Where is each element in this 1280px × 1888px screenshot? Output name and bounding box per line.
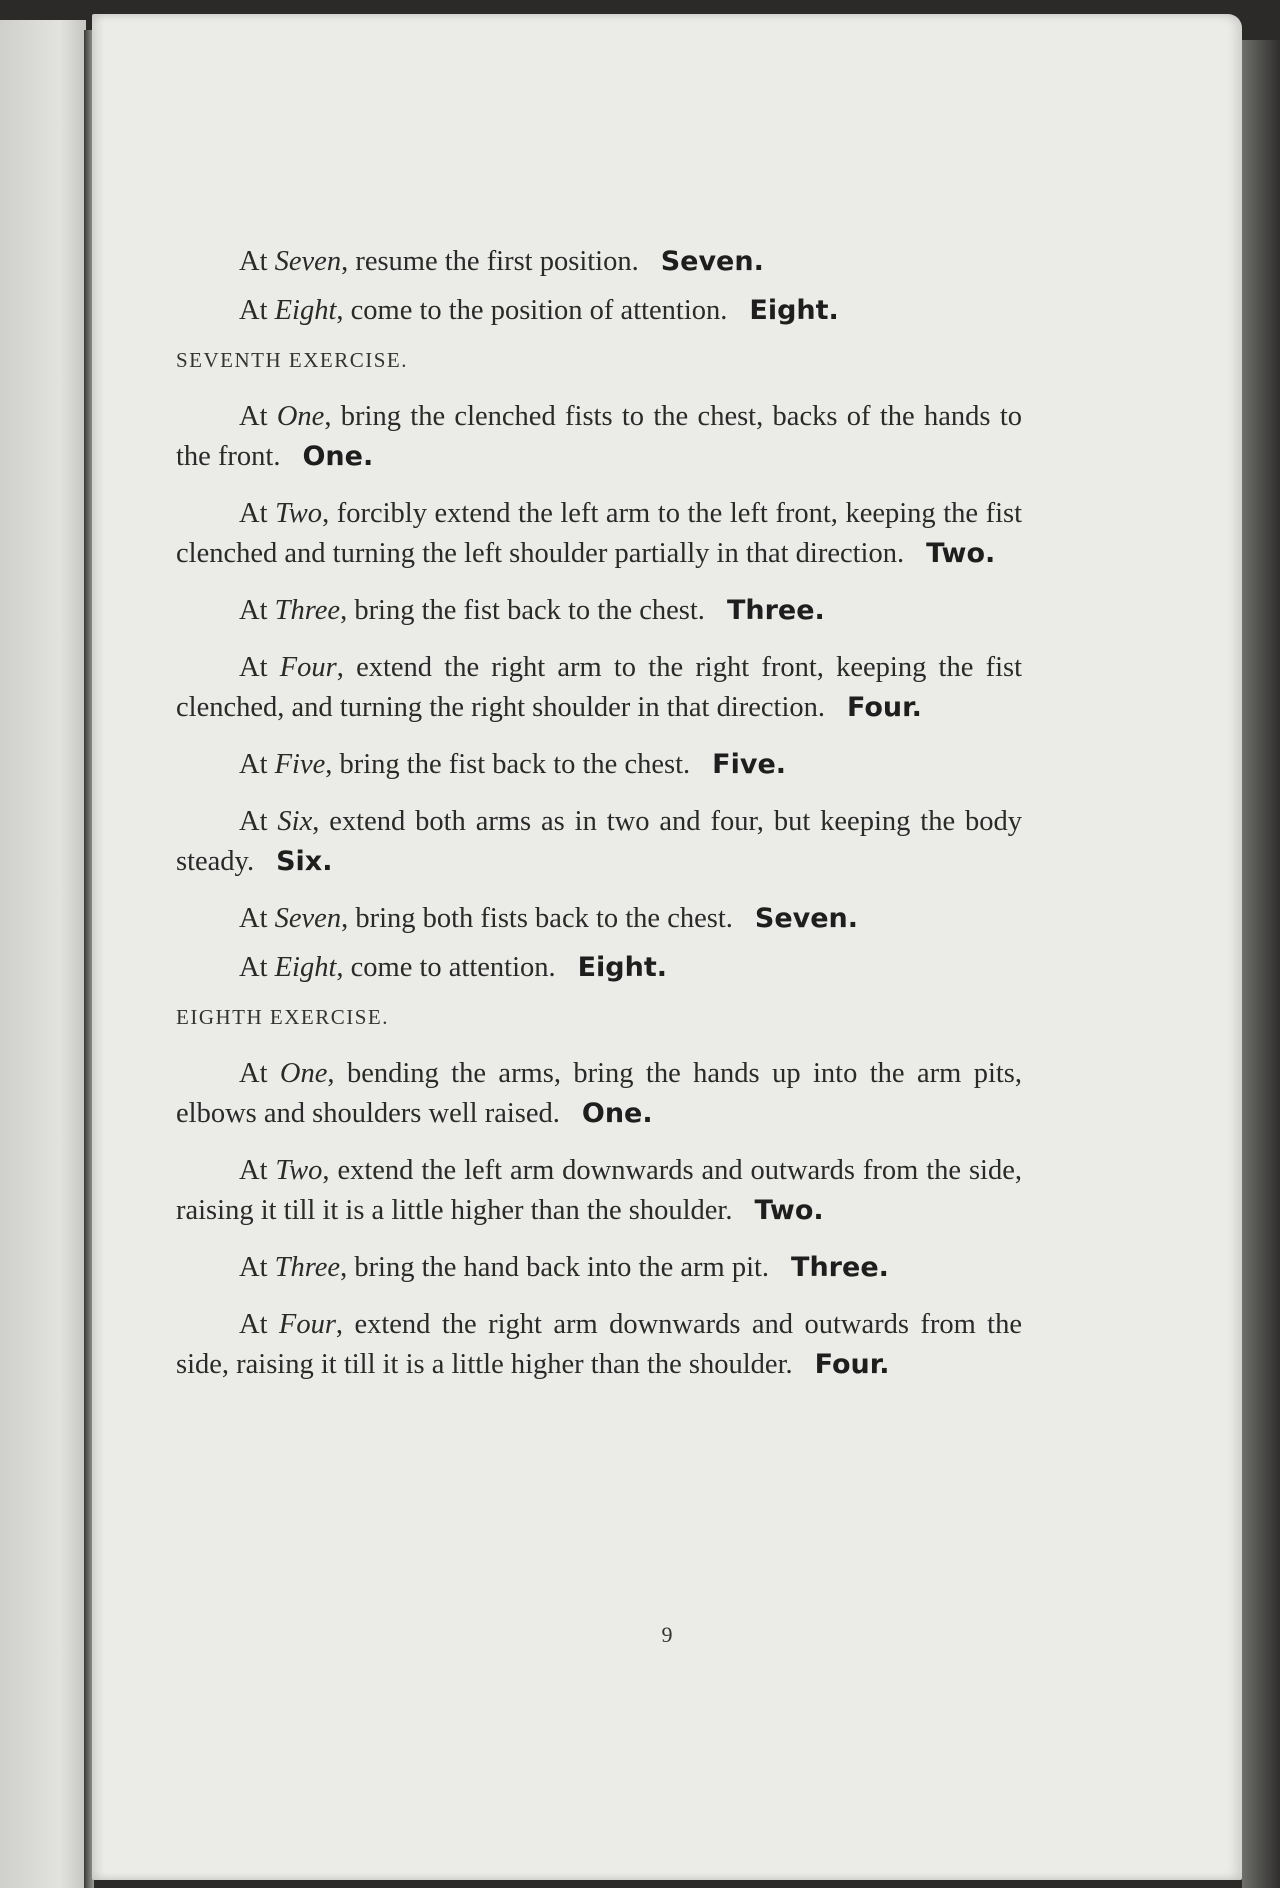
command-word: Three. [791,1252,889,1283]
paragraph: At Five, bring the fist back to the chest. Five. [239,749,787,780]
command-word: Seven. [660,246,764,277]
command-word: Eight. [577,952,668,983]
paragraph: At Six, extend both arms as in two and four, but keeping the body steady. Six. [176,806,1022,877]
page-number: 9 [661,1622,673,1647]
command-word: Three. [726,595,825,626]
command-word: One. [302,441,374,472]
paragraph: At Four, extend the right arm downwards and outwards from the side, raising it till it is a little higher than the shoulder. Four. [176,1309,1022,1380]
command-word: One. [581,1098,653,1129]
paragraph: At Three, bring the fist back to the chest. Three. [239,595,825,626]
facing-page-edge [0,20,86,1888]
command-word: Six. [276,846,333,877]
command-word: Four. [847,692,922,723]
paragraph: At Two, forcibly extend the left arm to the left front, keeping the fist clenched and turning the left shoulder partially in that direction. Two. [176,498,1023,569]
command-word: Five. [712,749,787,780]
command-word: Seven. [754,903,859,934]
paragraph: At One, bending the arms, bring the hands up into the arm pits, elbows and shoulders well raised. One. [176,1058,1022,1129]
page-edge-shadow [1242,40,1280,1888]
command-word: Two. [754,1195,824,1226]
command-word: Eight. [749,295,839,326]
paragraph-seven: At Seven, resume the first position. Seven. [239,246,764,277]
paragraph: At Three, bring the hand back into the arm pit. Three. [239,1252,889,1283]
paragraph: At Seven, bring both fists back to the chest. Seven. [239,903,859,934]
command-word: Two. [926,538,996,569]
paragraph: At Eight, come to attention. Eight. [239,952,668,983]
paragraph: At Two, extend the left arm downwards and outwards from the side, raising it till it is a little higher than the shoulder. Two. [176,1155,1023,1226]
page-text [176,242,1022,1402]
command-word: Four. [814,1349,890,1380]
book-page [92,14,1242,1880]
section-heading-seventh: SEVENTH EXERCISE. [176,348,408,372]
paragraph: At One, bring the clenched fists to the chest, backs of the hands to the front. One. [176,401,1023,472]
paragraph: At Four, extend the right arm to the right front, keeping the fist clenched, and turning the right shoulder in that direction. Four. [176,652,1023,723]
section-heading-eighth: EIGHTH EXERCISE. [176,1005,389,1029]
paragraph-eight: At Eight, come to the position of attention. Eight. [239,295,839,326]
